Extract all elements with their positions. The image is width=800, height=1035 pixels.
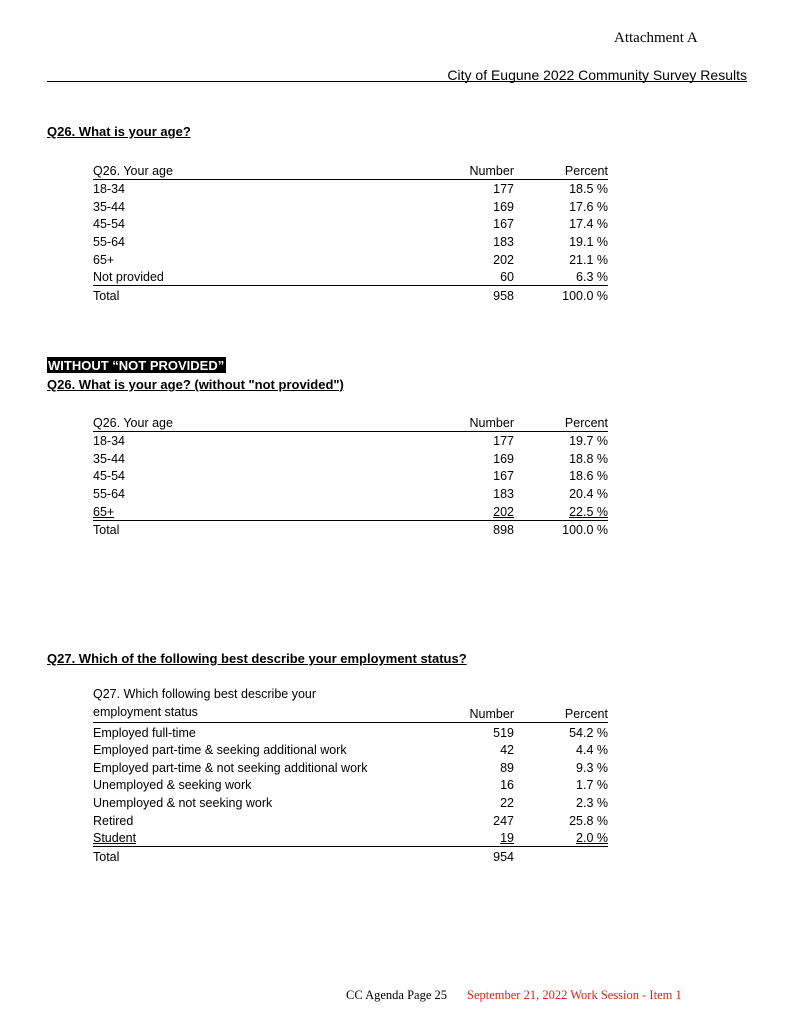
row-number: 177: [493, 182, 514, 197]
col-number-header: Number: [469, 415, 514, 430]
col-label-header: Q27. Which following best describe your employment status: [93, 687, 317, 719]
row-percent: 18.8 %: [569, 451, 608, 466]
col-number-header: Number: [469, 163, 514, 178]
row-percent: 22.5 %: [569, 504, 608, 519]
row-label: Employed part-time & seeking additional work: [93, 743, 347, 758]
table-header-row: [93, 687, 608, 723]
table-row: [93, 268, 608, 287]
table-row: [93, 197, 608, 215]
total-percent: 100.0 %: [562, 523, 608, 538]
row-number: 42: [500, 743, 514, 758]
table-header-row: [93, 161, 608, 180]
row-number: 167: [493, 469, 514, 484]
col-label-header: Q26. Your age: [93, 163, 173, 178]
table-row: [93, 829, 608, 848]
row-percent: 2.0 %: [576, 831, 608, 846]
q27-table: [93, 687, 608, 865]
table-row: [93, 232, 608, 250]
row-label: 45-54: [93, 469, 125, 484]
table-row: [93, 215, 608, 233]
row-number: 177: [493, 434, 514, 449]
row-number: 202: [493, 504, 514, 519]
q27-heading: Q27. Which of the following best describe your employment status?: [47, 651, 467, 666]
footer-page-number: CC Agenda Page 25: [346, 988, 448, 1002]
row-label: 35-44: [93, 199, 125, 214]
table-row: [93, 776, 608, 794]
table-row: [93, 250, 608, 268]
row-label: 18-34: [93, 434, 125, 449]
row-percent: 18.5 %: [569, 182, 608, 197]
row-label: 65+: [93, 504, 115, 519]
total-label: Total: [93, 849, 120, 864]
q26b-heading: Q26. What is your age? (without "not provided"): [47, 377, 344, 392]
attachment-label: Attachment A: [614, 30, 698, 46]
q26-heading: Q26. What is your age?: [47, 124, 191, 139]
row-number: 183: [493, 486, 514, 501]
row-number: 247: [493, 813, 514, 828]
col-label-header: Q26. Your age: [93, 415, 173, 430]
total-number: 958: [493, 288, 514, 303]
row-percent: 19.1 %: [569, 234, 608, 249]
row-label: Retired: [93, 813, 134, 828]
table-row: [93, 758, 608, 776]
footer-session-label: September 21, 2022 Work Session - Item 1: [467, 988, 682, 1002]
table-row: [93, 502, 608, 521]
table-row: [93, 741, 608, 759]
table-row: [93, 811, 608, 829]
row-number: 519: [493, 725, 514, 740]
row-number: 169: [493, 451, 514, 466]
table-total-row: [93, 521, 608, 539]
row-label: Student: [93, 831, 137, 846]
table-header-row: [93, 413, 608, 432]
row-label: 35-44: [93, 451, 125, 466]
col-number-header: Number: [469, 707, 514, 721]
survey-title: City of Eugune 2022 Community Survey Results: [447, 67, 747, 83]
row-percent: 21.1 %: [569, 252, 608, 267]
col-percent-header: Percent: [564, 415, 608, 430]
row-number: 19: [500, 831, 514, 846]
total-percent: 100.0 %: [562, 288, 608, 303]
row-label: Unemployed & not seeking work: [93, 795, 273, 810]
row-percent: 4.4 %: [576, 743, 608, 758]
row-label: 18-34: [93, 182, 125, 197]
row-number: 183: [493, 234, 514, 249]
row-label: 45-54: [93, 217, 125, 232]
total-number: 954: [493, 849, 514, 864]
q26-table: [93, 161, 608, 304]
row-percent: 19.7 %: [569, 434, 608, 449]
table-row: [93, 793, 608, 811]
table-row: [93, 432, 608, 450]
table-row: [93, 467, 608, 485]
row-percent: 17.4 %: [569, 217, 608, 232]
row-number: 167: [493, 217, 514, 232]
q26b-table: [93, 413, 608, 538]
total-label: Total: [93, 288, 120, 303]
row-percent: 1.7 %: [576, 778, 608, 793]
row-label: 65+: [93, 252, 115, 267]
without-not-provided-banner: WITHOUT “NOT PROVIDED”: [48, 358, 225, 373]
row-percent: 6.3 %: [576, 270, 608, 285]
row-label: Not provided: [93, 270, 164, 285]
row-label: Unemployed & seeking work: [93, 778, 252, 793]
row-percent: 2.3 %: [576, 795, 608, 810]
total-label: Total: [93, 523, 120, 538]
row-number: 22: [500, 795, 514, 810]
row-number: 202: [493, 252, 514, 267]
table-total-row: [93, 847, 608, 865]
row-label: 55-64: [93, 234, 125, 249]
row-label: Employed part-time & not seeking additional work: [93, 760, 368, 775]
row-number: 169: [493, 199, 514, 214]
row-number: 16: [500, 778, 514, 793]
row-percent: 18.6 %: [569, 469, 608, 484]
header-rule: [47, 81, 747, 82]
row-percent: 25.8 %: [569, 813, 608, 828]
table-row: [93, 723, 608, 741]
row-number: 60: [500, 270, 514, 285]
table-row: [93, 484, 608, 502]
col-percent-header: Percent: [564, 707, 608, 721]
row-label: 55-64: [93, 486, 125, 501]
row-percent: 9.3 %: [576, 760, 608, 775]
row-number: 89: [500, 760, 514, 775]
table-total-row: [93, 286, 608, 304]
row-percent: 20.4 %: [569, 486, 608, 501]
table-row: [93, 449, 608, 467]
row-label: Employed full-time: [93, 725, 196, 740]
table-row: [93, 180, 608, 198]
col-percent-header: Percent: [564, 163, 608, 178]
row-percent: 54.2 %: [569, 725, 608, 740]
total-number: 898: [493, 523, 514, 538]
row-percent: 17.6 %: [569, 199, 608, 214]
